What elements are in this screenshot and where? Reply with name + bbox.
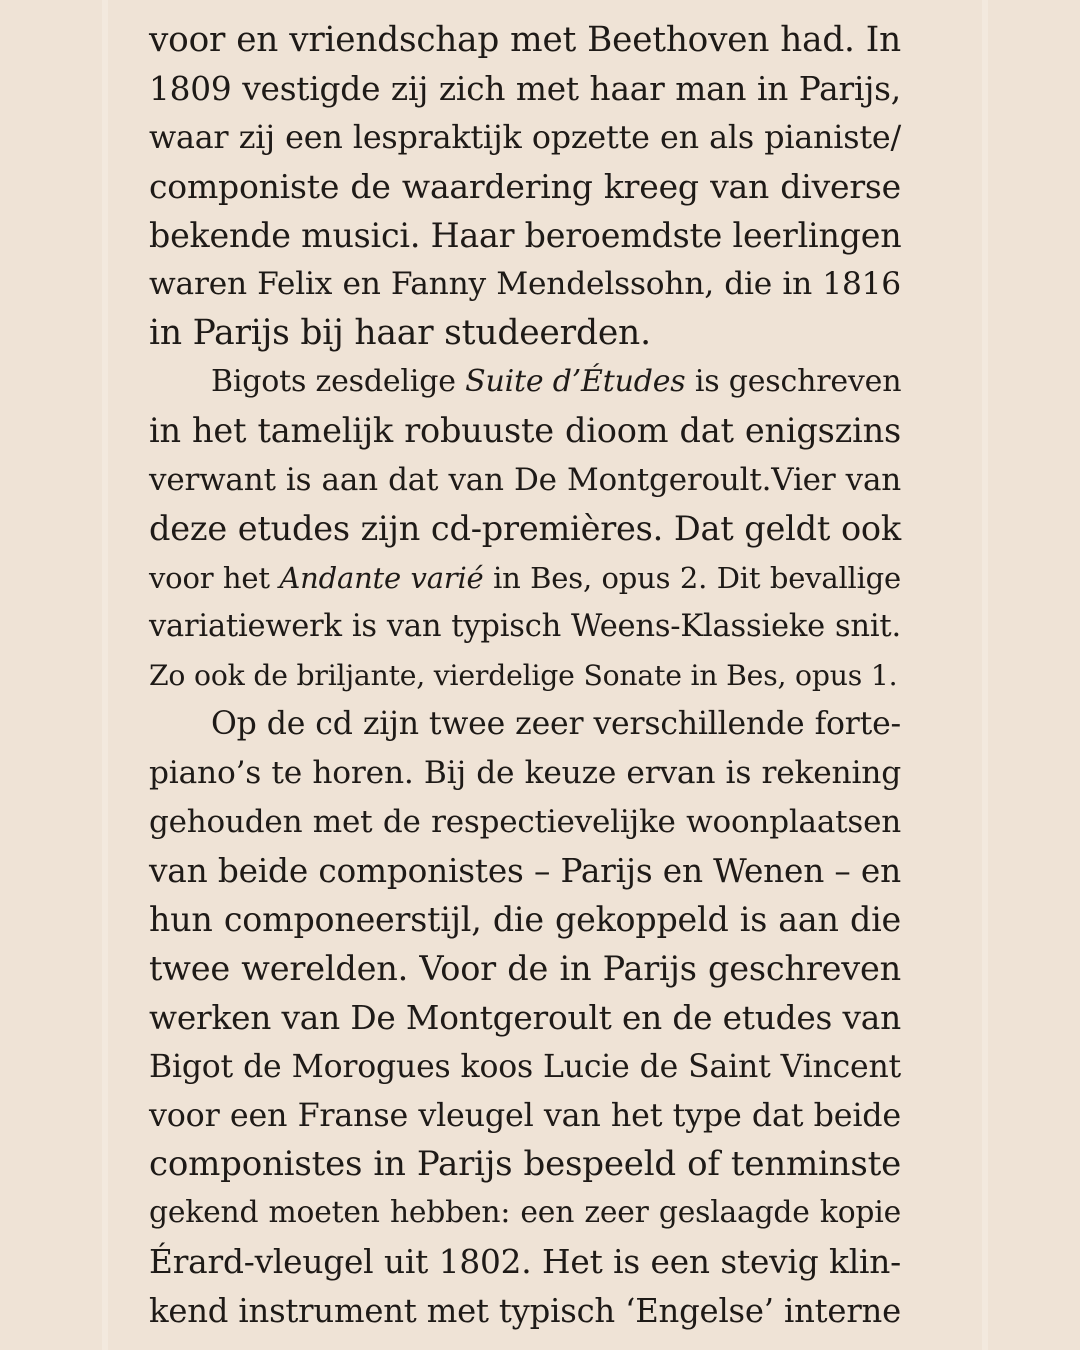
text-line: Érard-vleugel uit 1802. Het is een stevig klin- — [149, 1243, 901, 1282]
text-line: Bigot de Morogues koos Lucie de Saint Vincent — [149, 1048, 901, 1085]
text-line: waar zij een lespraktijk opzette en als pianiste/ — [149, 119, 901, 156]
text-line: gekend moeten hebben: een zeer geslaagde kopie — [149, 1195, 901, 1231]
page-edge-left — [102, 0, 108, 1350]
text-line: componistes in Parijs bespeeld of tenminste — [149, 1144, 901, 1185]
text-line: werken van De Montgeroult en de etudes van — [149, 998, 901, 1037]
text-line: twee werelden. Voor de in Parijs geschreven — [149, 948, 901, 988]
text-line: waren Felix en Fanny Mendelssohn, die in 1816 — [149, 266, 901, 303]
text-line: deze etudes zijn cd-premières. Dat geldt ook — [149, 508, 901, 548]
text-line — [149, 358, 901, 407]
text-line: piano’s te horen. Bij de keuze ervan is rekening — [149, 755, 901, 792]
text-line: voor en vriendschap met Beethoven had. In — [149, 20, 901, 60]
text-line: van beide componistes – Parijs en Wenen – en — [149, 852, 901, 891]
text-line: bekende musici. Haar beroemdste leerlingen — [149, 215, 902, 255]
italic-title: Andante varié — [279, 560, 484, 595]
text-segment: Bigots zesdelige — [211, 364, 466, 400]
text-segment: is geschreven — [685, 364, 902, 400]
text-line: variatiewerk is van typisch Weens-Klassieke snit. — [149, 608, 901, 644]
text-line: Zo ook de briljante, vierdelige Sonate in Bes, opus 1. — [149, 658, 898, 692]
text-line: verwant is aan dat van De Montgeroult.Vier van — [149, 462, 901, 499]
text-line: kend instrument met typisch ‘Engelse’ interne — [149, 1292, 901, 1331]
text-line: 1809 vestigde zij zich met haar man in Parijs, — [149, 69, 901, 108]
italic-title: Suite d’Études — [465, 364, 686, 400]
text-line: voor een Franse vleugel van het type dat beide — [149, 1097, 901, 1134]
text-body — [149, 16, 901, 1336]
text-segment: voor het — [149, 560, 280, 595]
text-line — [149, 554, 901, 603]
text-line: componiste de waardering kreeg van diverse — [149, 166, 901, 206]
text-line: gehouden met de respectievelijke woonplaatsen — [149, 804, 901, 841]
text-line: hun componeerstijl, die gekoppeld is aan die — [149, 900, 901, 940]
page-edge-right — [982, 0, 988, 1350]
text-line: in Parijs bij haar studeerden. — [149, 313, 651, 354]
text-segment: in Bes, opus 2. Dit bevallige — [483, 560, 901, 595]
text-line: in het tamelijk robuuste dioom dat enigszins — [149, 411, 901, 451]
text-line: Op de cd zijn twee zeer verschillende forte- — [211, 706, 901, 743]
